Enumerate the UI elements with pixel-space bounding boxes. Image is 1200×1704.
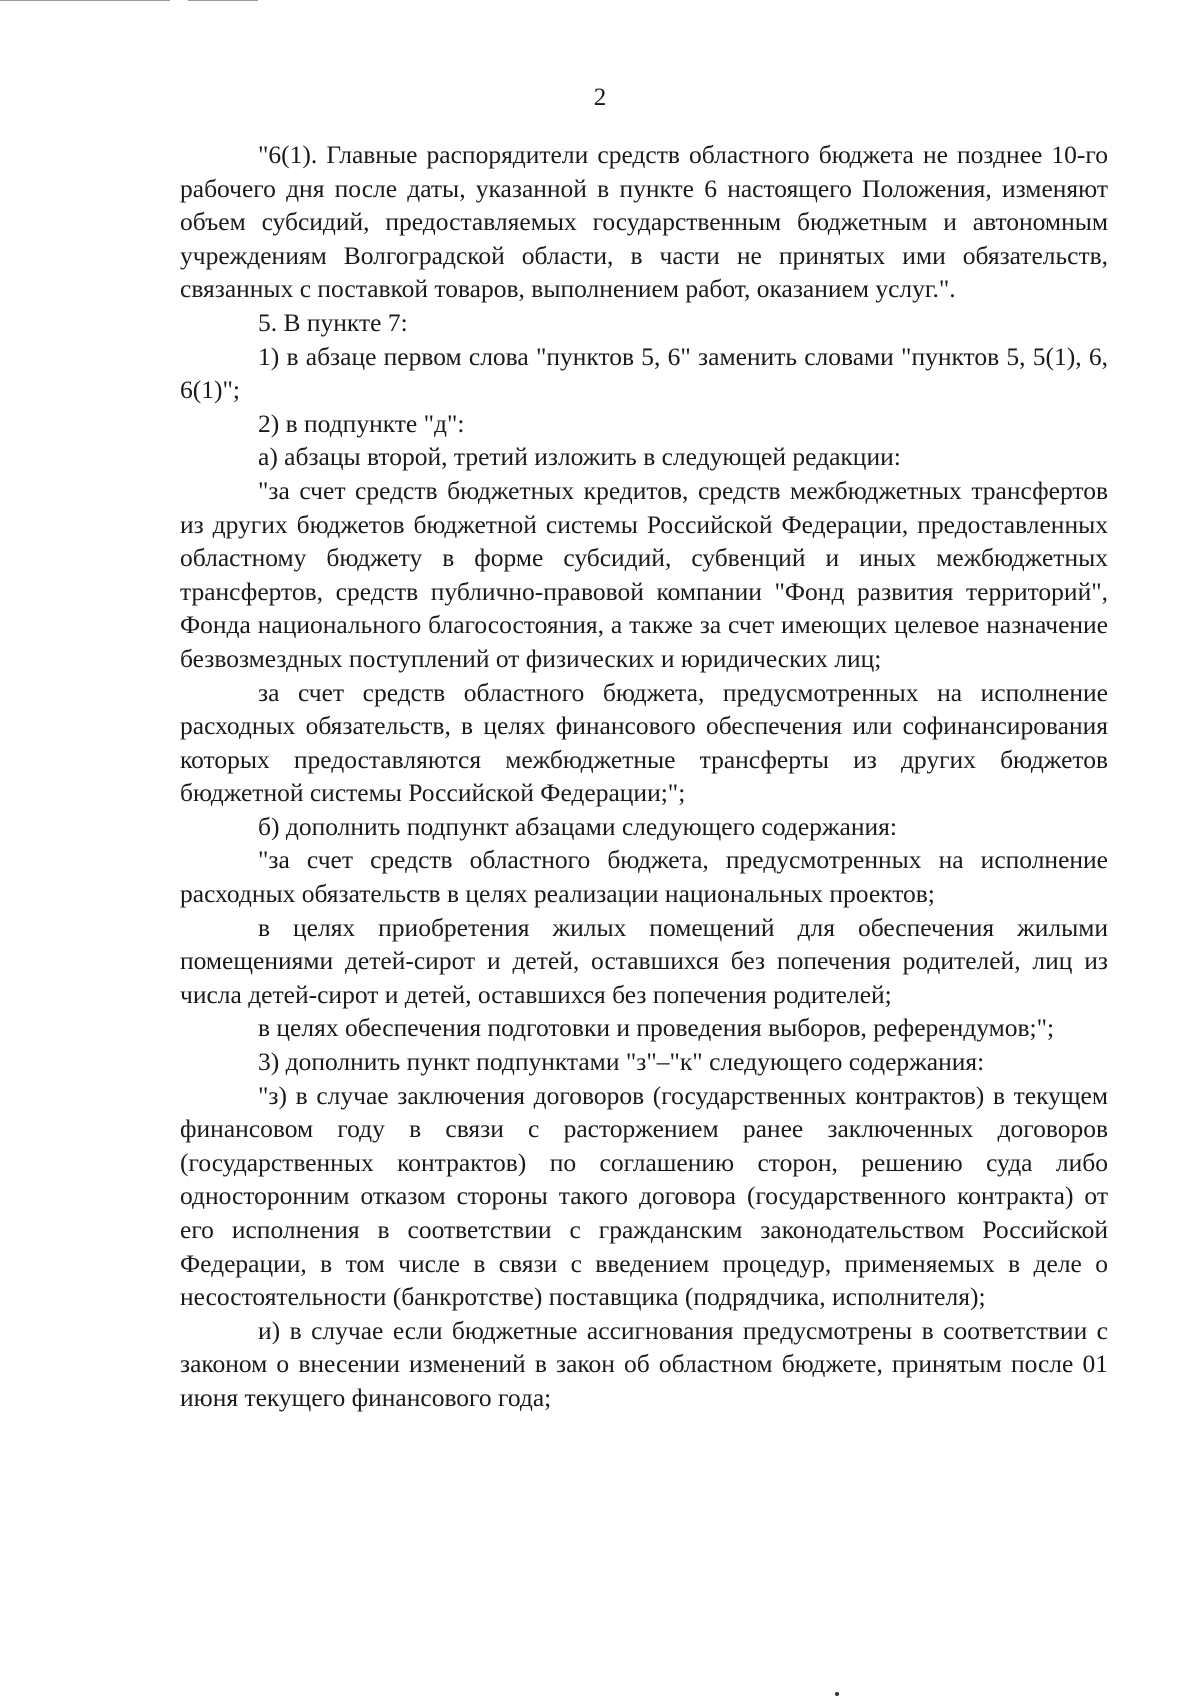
paragraph-subitem-3: 3) дополнить пункт подпунктами "з"–"к" следующего содержания: bbox=[258, 1047, 985, 1077]
paragraph-subitem-1: 1) в абзаце первом слова "пунктов 5, 6" заменить словами "пунктов 5, 5(1), 6, 6(1)"; bbox=[180, 341, 1108, 405]
paragraph-housing-orphans: в целях приобретения жилых помещений для обеспечения жилыми помещениями детей-сирот и детей, оставшихся без попечения родителей, лиц из числа детей-сирот и детей, оставшихся без попечения родителей; bbox=[180, 912, 1108, 1009]
paragraph-quote-national-projects: "за счет средств областного бюджета, предусмотренных на исполнение расходных обязательств в целях реализации национальных проектов; bbox=[180, 845, 1108, 909]
scan-edge-line bbox=[0, 0, 170, 1]
scan-speck bbox=[835, 1692, 839, 1696]
paragraph-subitem-i: и) в случае если бюджетные ассигнования предусмотрены в соответствии с законом о внесении изменений в закон об областном бюджете, принятым после 01 июня текущего финансового года; bbox=[180, 1315, 1108, 1412]
document-body bbox=[180, 138, 1108, 1415]
paragraph-subitem-2: 2) в подпункте "д": bbox=[258, 408, 465, 438]
paragraph-item-5: 5. В пункте 7: bbox=[258, 307, 408, 337]
paragraph-subitem-z: "з) в случае заключения договоров (государственных контрактов) в текущем финансовом году в связи с расторжением ранее заключенных договоров (государственных контрактов) по соглашению сторон, решению суда либо односторонним отказом стороны такого договора (государственного контракта) от его исполнения в соответствии с гражданским законодательством Российской Федерации, в том числе в связи с введением процедур, применяемых в деле о несостоятельности (банкротстве) поставщика (подрядчика, исполнителя); bbox=[180, 1080, 1108, 1312]
page-number: 2 bbox=[593, 84, 607, 111]
paragraph-subitem-a: а) абзацы второй, третий изложить в следующей редакции: bbox=[258, 442, 901, 472]
scan-edge-line bbox=[188, 0, 258, 1]
paragraph-quote-credits: "за счет средств бюджетных кредитов, средств межбюджетных трансфертов из других бюджетов бюджетной системы Российской Федерации, предоставленных областному бюджету в форме субсидий, субвенций и иных межбюджетных трансфертов, средств публично-правовой компании "Фонд развития территорий", Фонда национального благосостояния, а также за счет имеющих целевое назначение безвозмездных поступлений от физических и юридических лиц; bbox=[180, 475, 1108, 673]
paragraph-6-1: "6(1). Главные распорядители средств областного бюджета не позднее 10-го рабочего дня после даты, указанной в пункте 6 настоящего Положения, изменяют объем субсидий, предоставляемых государственным бюджетным и автономным учреждениям Волгоградской области, в части не принятых ими обязательств, связанных с поставкой товаров, выполнением работ, оказанием услуг.". bbox=[180, 140, 1108, 304]
paragraph-subitem-b: б) дополнить подпункт абзацами следующего содержания: bbox=[258, 811, 897, 841]
paragraph-elections: в целях обеспечения подготовки и проведения выборов, референдумов;"; bbox=[258, 1013, 1055, 1043]
paragraph-quote-regional-budget: за счет средств областного бюджета, предусмотренных на исполнение расходных обязательств, в целях финансового обеспечения или софинансирования которых предоставляются межбюджетные трансферты из других бюджетов бюджетной системы Российской Федерации;"; bbox=[180, 677, 1108, 808]
